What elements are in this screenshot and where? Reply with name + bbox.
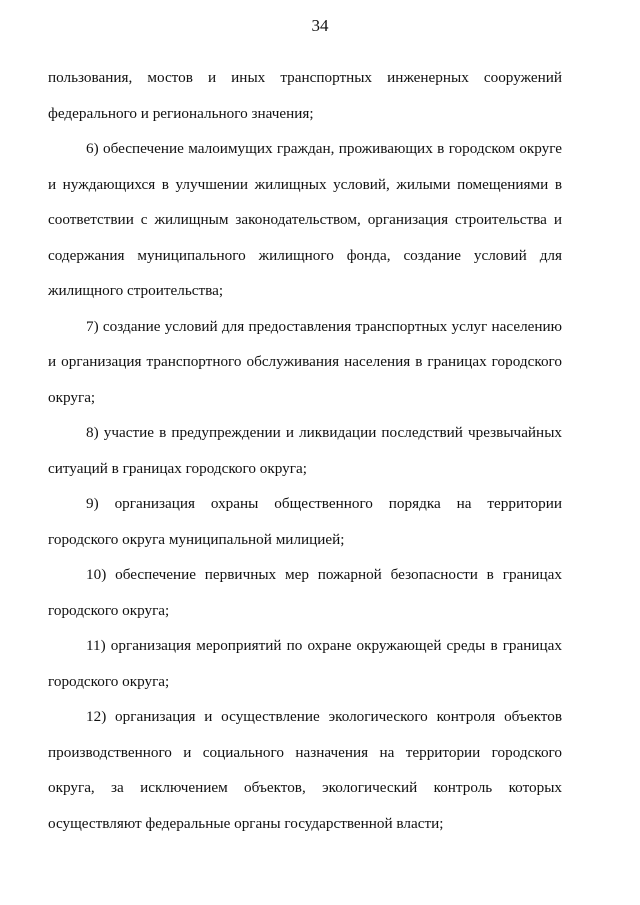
page-number: 34 (311, 16, 329, 35)
document-body (48, 60, 562, 841)
paragraph-item-7: 7) создание условий для предоставления транспортных услуг населению и организация транспортного обслуживания населения в границах городского округа; (48, 317, 562, 406)
paragraph-item-10: 10) обеспечение первичных мер пожарной безопасности в границах городского округа; (48, 566, 562, 619)
paragraph-item-8: 8) участие в предупреждении и ликвидации последствий чрезвычайных ситуаций в границах городского округа; (48, 424, 562, 477)
paragraph-item-6: 6) обеспечение малоимущих граждан, проживающих в городском округе и нуждающихся в улучшении жилищных условий, жилыми помещениями в соответствии с жилищным законодательством, организация строительства и содержания муниципального жилищного фонда, создание условий для жилищного строительства; (48, 140, 562, 299)
paragraph-item-12: 12) организация и осуществление экологического контроля объектов производственного и социального назначения на территории городского округа, за исключением объектов, экологический контроль которых осуществляют федеральные органы государственной власти; (48, 708, 562, 832)
paragraph-item-9: 9) организация охраны общественного порядка на территории городского округа муниципальной милицией; (48, 495, 562, 548)
paragraph-continuation: пользования, мостов и иных транспортных инженерных сооружений федерального и регионального значения; (48, 69, 562, 122)
paragraph-item-11: 11) организация мероприятий по охране окружающей среды в границах городского округа; (48, 637, 562, 690)
